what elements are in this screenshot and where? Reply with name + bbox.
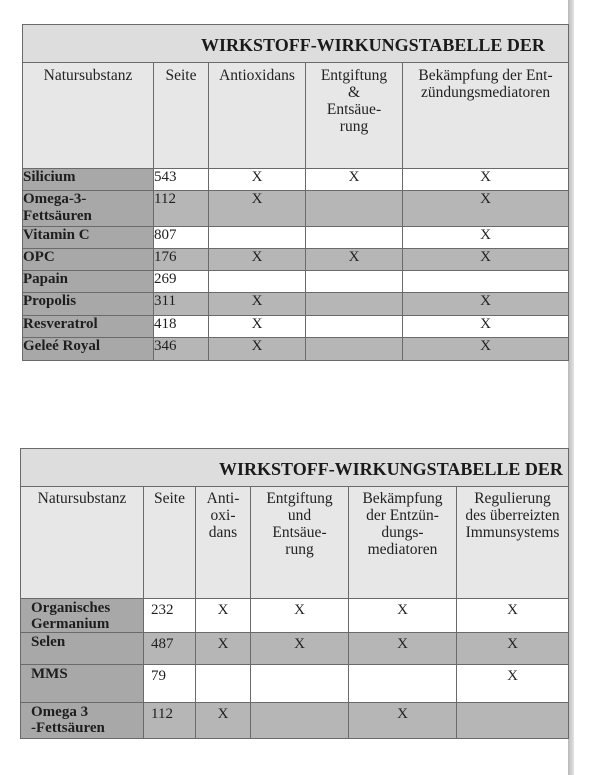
substance-name: Omega-3- Fettsäuren (23, 191, 154, 227)
table-row (23, 227, 569, 249)
substance-name: Papain (23, 271, 154, 293)
page-number: 346 (154, 338, 209, 361)
mark-antioxidant: X (209, 249, 306, 271)
mark-immune-regulation: X (457, 633, 569, 665)
substance-name: Resveratrol (23, 316, 154, 338)
mark-antioxidant: X (209, 316, 306, 338)
table-row (23, 191, 569, 227)
table-row (21, 665, 569, 703)
table-row (23, 271, 569, 293)
page-number: 232 (144, 599, 196, 633)
mark-detox: X (306, 249, 403, 271)
page-number: 418 (154, 316, 209, 338)
mark-anti-inflammatory: X (349, 703, 457, 739)
mark-anti-inflammatory (349, 665, 457, 703)
page-number: 112 (154, 191, 209, 227)
table-row (21, 703, 569, 739)
mark-detox: X (306, 169, 403, 191)
column-header-antioxidant: Anti- oxi- dans (196, 487, 251, 599)
substance-name: MMS (21, 665, 144, 703)
mark-antioxidant (209, 227, 306, 249)
page-number: 79 (144, 665, 196, 703)
table-row (23, 293, 569, 316)
table-title: WIRKSTOFF-WIRKUNGSTABELLE DER (21, 449, 569, 487)
effects-table-1 (22, 24, 569, 361)
column-header-detox: Entgiftung und Entsäue- rung (251, 487, 349, 599)
mark-detox: X (251, 599, 349, 633)
page-number: 176 (154, 249, 209, 271)
mark-detox (306, 227, 403, 249)
mark-anti-inflammatory (403, 271, 569, 293)
mark-detox (306, 316, 403, 338)
page-number: 311 (154, 293, 209, 316)
table-row (21, 633, 569, 665)
mark-anti-inflammatory: X (403, 293, 569, 316)
substance-name: Selen (21, 633, 144, 665)
mark-anti-inflammatory: X (403, 191, 569, 227)
mark-antioxidant (196, 665, 251, 703)
table-row (21, 599, 569, 633)
table-title-row (23, 25, 569, 63)
substance-name: Organisches Germanium (21, 599, 144, 633)
mark-anti-inflammatory: X (349, 633, 457, 665)
page-number: 807 (154, 227, 209, 249)
column-header-anti-inflammatory: Bekämpfung der Entzün- dungs- mediatoren (349, 487, 457, 599)
substance-name: Silicium (23, 169, 154, 191)
column-header-page: Seite (144, 487, 196, 599)
substance-name: Geleé Royal (23, 338, 154, 361)
mark-detox (251, 703, 349, 739)
mark-detox (306, 271, 403, 293)
mark-detox (251, 665, 349, 703)
mark-immune-regulation: X (457, 599, 569, 633)
mark-antioxidant: X (209, 293, 306, 316)
table-row (23, 169, 569, 191)
substance-name: Vitamin C (23, 227, 154, 249)
mark-antioxidant: X (196, 633, 251, 665)
page-number: 543 (154, 169, 209, 191)
column-header-substance: Natursubstanz (21, 487, 144, 599)
mark-anti-inflammatory: X (349, 599, 457, 633)
table-header-row (23, 63, 569, 169)
mark-anti-inflammatory: X (403, 316, 569, 338)
page-number: 487 (144, 633, 196, 665)
column-header-page: Seite (154, 63, 209, 169)
mark-antioxidant: X (196, 599, 251, 633)
mark-anti-inflammatory: X (403, 338, 569, 361)
mark-antioxidant: X (196, 703, 251, 739)
mark-immune-regulation: X (457, 665, 569, 703)
substance-name: Propolis (23, 293, 154, 316)
table-header-row (21, 487, 569, 599)
mark-immune-regulation (457, 703, 569, 739)
mark-anti-inflammatory: X (403, 169, 569, 191)
effects-table-2 (20, 448, 569, 739)
column-header-antioxidant: Antioxidans (209, 63, 306, 169)
mark-detox: X (251, 633, 349, 665)
column-header-immune-regulation: Regulierung des überreizten Immunsystems (457, 487, 569, 599)
column-header-anti-inflammatory: Bekämpfung der Ent- zündungsmediatoren (403, 63, 569, 169)
mark-anti-inflammatory: X (403, 249, 569, 271)
mark-detox (306, 191, 403, 227)
substance-name: Omega 3 -Fettsäuren (21, 703, 144, 739)
column-header-substance: Natursubstanz (23, 63, 154, 169)
substance-name: OPC (23, 249, 154, 271)
mark-antioxidant (209, 271, 306, 293)
mark-detox (306, 293, 403, 316)
mark-detox (306, 338, 403, 361)
table-title: WIRKSTOFF-WIRKUNGSTABELLE DER (23, 25, 569, 63)
mark-antioxidant: X (209, 169, 306, 191)
table-title-row (21, 449, 569, 487)
mark-antioxidant: X (209, 191, 306, 227)
table-row (23, 249, 569, 271)
table-row (23, 316, 569, 338)
page-number: 112 (144, 703, 196, 739)
page-number: 269 (154, 271, 209, 293)
mark-anti-inflammatory: X (403, 227, 569, 249)
mark-antioxidant: X (209, 338, 306, 361)
column-header-detox: Entgiftung & Entsäue- rung (306, 63, 403, 169)
table-row (23, 338, 569, 361)
